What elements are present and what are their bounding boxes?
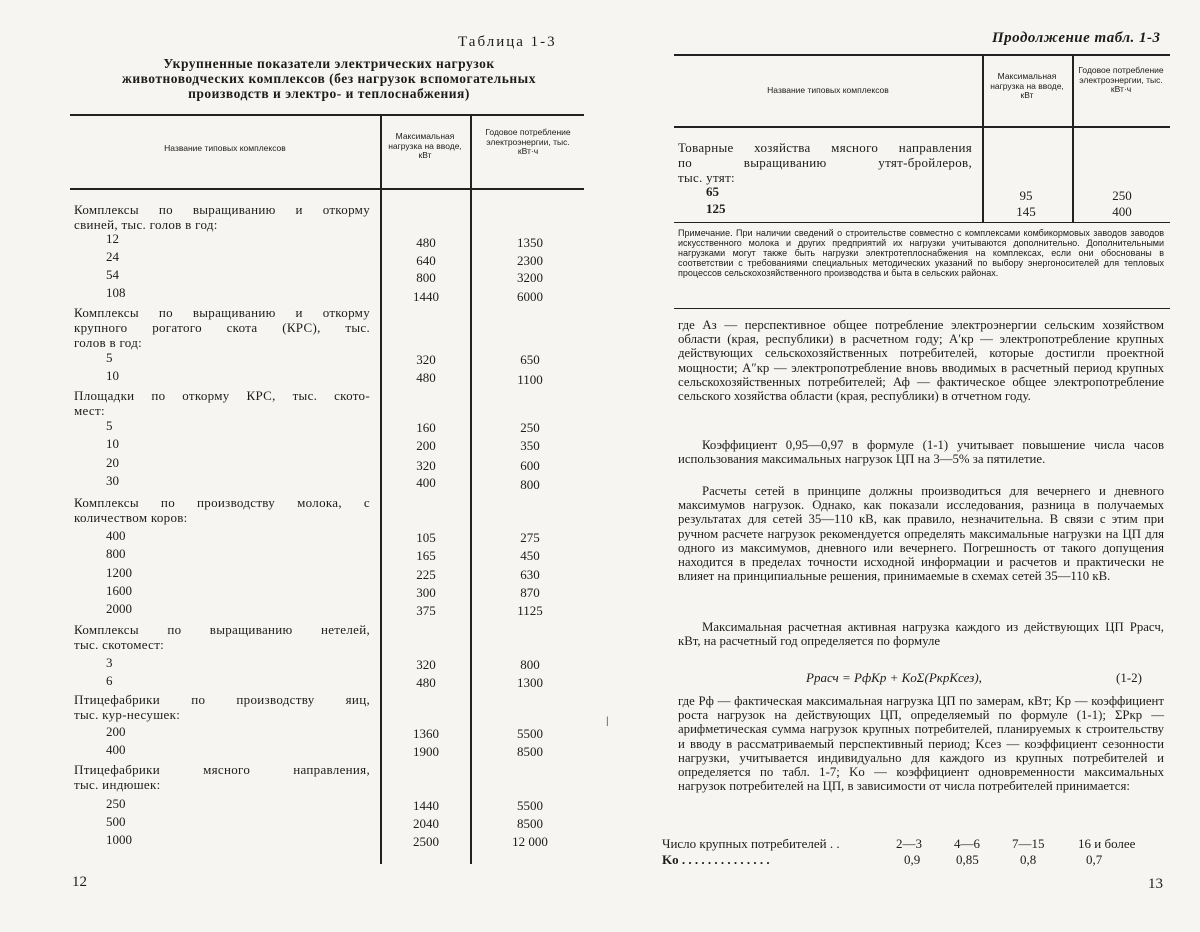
ko-count: 4—6	[954, 836, 980, 851]
row-max-load: 320	[416, 458, 436, 473]
row-annual: 600	[520, 458, 540, 473]
group-title: Птицефабрики мясного направления,	[74, 762, 370, 777]
row-name: 1200	[106, 565, 132, 580]
row-max-load: 400	[416, 475, 436, 490]
header-annual: Годовое потребление электроэнергии, тыс. кВт·ч	[485, 127, 571, 156]
header-name: Название типовых комплексов	[767, 85, 889, 95]
row-max-load: 640	[416, 253, 436, 268]
header-max-load: Максимальная нагрузка на вводе, кВт	[388, 131, 462, 160]
row-max-load: 2500	[413, 834, 439, 849]
row-max-load: 225	[416, 567, 436, 582]
row-annual: 800	[520, 477, 540, 492]
table-col-rule-1	[982, 54, 984, 222]
table-header-rule	[674, 126, 1170, 128]
row-name: 1000	[106, 832, 132, 847]
group-title: Комплексы по выращиванию и откорму	[74, 305, 370, 320]
row-name: 65	[706, 184, 719, 199]
row-annual: 1125	[517, 603, 543, 618]
group-title: мест:	[74, 403, 105, 418]
header-name: Название типовых комплексов	[164, 143, 286, 153]
row-max-load: 105	[416, 530, 436, 545]
row-annual: 6000	[517, 289, 543, 304]
row-max-load: 1360	[413, 726, 439, 741]
row-annual: 1100	[517, 372, 543, 387]
group-title: тыс. кур-несушек:	[74, 707, 181, 722]
row-annual: 5500	[517, 798, 543, 813]
group-title: Птицефабрики по производству яиц,	[74, 692, 370, 707]
row-name: 20	[106, 455, 119, 470]
row-annual: 275	[520, 530, 540, 545]
row-max-load: 1900	[413, 744, 439, 759]
group-title: по выращиванию утят-бройлеров,	[678, 155, 972, 170]
row-annual: 250	[1112, 188, 1132, 203]
header-max-load: Максимальная нагрузка на вводе, кВт	[990, 71, 1064, 100]
row-annual: 400	[1112, 204, 1132, 219]
right-page	[600, 0, 1200, 932]
formula-number: (1-2)	[1116, 670, 1142, 685]
table-top-rule	[70, 114, 584, 116]
row-name: 12	[106, 231, 119, 246]
row-name: 30	[106, 473, 119, 488]
row-annual: 8500	[517, 816, 543, 831]
row-annual: 1350	[517, 235, 543, 250]
row-annual: 650	[520, 352, 540, 367]
ko-value: 0,85	[956, 852, 979, 867]
table-col-rule-1	[380, 114, 382, 864]
row-name: 3	[106, 655, 113, 670]
row-max-load: 800	[416, 270, 436, 285]
row-max-load: 320	[416, 352, 436, 367]
row-name: 10	[106, 436, 119, 451]
row-annual: 250	[520, 420, 540, 435]
group-title: свиней, тыс. голов в год:	[74, 217, 218, 232]
page-number: 13	[1148, 876, 1163, 892]
ko-label: Kо . . . . . . . . . . . . . .	[662, 852, 770, 867]
ko-value: 0,7	[1086, 852, 1103, 867]
row-max-load: 95	[1019, 188, 1033, 203]
group-title: Комплексы по производству молока, с	[74, 495, 370, 510]
row-max-load: 480	[416, 675, 436, 690]
table-col-rule-2	[1072, 54, 1074, 222]
row-name: 5	[106, 350, 113, 365]
row-max-load: 2040	[413, 816, 439, 831]
group-title: количеством коров:	[74, 510, 188, 525]
continuation-label: Продолжение табл. 1-3	[992, 30, 1161, 46]
row-annual: 800	[520, 657, 540, 672]
row-name: 400	[106, 742, 126, 757]
row-name: 200	[106, 724, 126, 739]
row-max-load: 1440	[413, 798, 439, 813]
row-annual: 1300	[517, 675, 543, 690]
row-max-load: 320	[416, 657, 436, 672]
row-name: 1600	[106, 583, 132, 598]
row-name: 2000	[106, 601, 132, 616]
table-label: Таблица 1-3	[458, 34, 557, 50]
ko-count: 2—3	[896, 836, 922, 851]
row-annual: 2300	[517, 253, 543, 268]
row-annual: 3200	[517, 270, 543, 285]
row-name: 24	[106, 249, 119, 264]
row-max-load: 200	[416, 438, 436, 453]
row-max-load: 480	[416, 235, 436, 250]
group-title: тыс. скотомест:	[74, 637, 165, 652]
spine-mark: |	[606, 716, 609, 727]
title-line: производств и электро- и теплоснабжения)	[188, 86, 470, 101]
row-max-load: 160	[416, 420, 436, 435]
row-annual: 5500	[517, 726, 543, 741]
row-annual: 8500	[517, 744, 543, 759]
group-title: тыс. утят:	[678, 170, 735, 185]
header-annual: Годовое потребление электроэнергии, тыс. кВт·ч	[1078, 65, 1164, 94]
row-name: 800	[106, 546, 126, 561]
paragraph: Максимальная расчетная активная нагрузка каждого из действующих ЦП Pрасч, кВт, на расчетный год определяется по формуле	[678, 620, 1164, 649]
row-annual: 12 000	[512, 834, 548, 849]
table-col-rule-2	[470, 114, 472, 864]
group-title: Комплексы по выращиванию нетелей,	[74, 622, 370, 637]
row-max-load: 145	[1016, 204, 1036, 219]
formula: Pрасч = PфKр + KоΣ(PкрKсез),	[806, 670, 982, 685]
group-title: крупного рогатого скота (КРС), тыс.	[74, 320, 370, 335]
row-annual: 630	[520, 567, 540, 582]
row-name: 500	[106, 814, 126, 829]
ko-value: 0,8	[1020, 852, 1037, 867]
row-name: 10	[106, 368, 119, 383]
table-note: Примечание. При наличии сведений о строительстве совместно с комплексами комбикормовых заводов заводов искусственного молока и других предприятий их нагрузки учитываются дополнительно. Дополнительными нагрузками могут также быть нагрузки электротеплоснабжения на комплексах, если они обоснованы в соответствии с требованиями специальных методических указаний по выбору энергоносителей для тепловых процессов сельскохозяйственного производства и быта в сельских районах.	[678, 228, 1164, 278]
row-name: 125	[706, 201, 726, 216]
row-max-load: 300	[416, 585, 436, 600]
ko-label: Число крупных потребителей . .	[662, 836, 840, 851]
page-number: 12	[72, 874, 87, 890]
paragraph: где Pф — фактическая максимальная нагрузка ЦП по замерам, кВт; Kр — коэффициент роста нагрузок на действующих ЦП, определяемый по формуле (1-1); ΣPкр — арифметическая сумма нагрузок крупных потребителей, планируемых к строительству и вводу в рассматриваемый перспективный период; Kсез — коэффициент сезонности нагрузки, учитывается индивидуально для каждого из крупных потребителей и определяется по табл. 1-7; Kо — коэффициент одновременности максимальных нагрузок потребителей на ЦП, в зависимости от числа потребителей принимается:	[678, 694, 1164, 794]
paragraph: Коэффициент 0,95—0,97 в формуле (1-1) учитывает повышение числа часов использования максимальных нагрузок ЦП на 3—5% за пятилетие.	[678, 438, 1164, 467]
row-name: 6	[106, 673, 113, 688]
row-annual: 450	[520, 548, 540, 563]
paragraph: где Аз — перспективное общее потребление электроэнергии сельским хозяйством области (края, республики) в расчетном году; А′кр — электропотребление крупных действующих сельскохозяйственных потребителей, которые достигли проектной мощности; А″кр — электропотребление вновь вводимых в расчетный период крупных сельскохозяйственных потребителей; Аф — фактическое общее электропотребление сельского хозяйства области (края, республики) в отчетном году.	[678, 318, 1164, 404]
table-title	[70, 56, 588, 101]
title-line: Укрупненные показатели электрических нагрузок	[163, 56, 495, 71]
row-annual: 350	[520, 438, 540, 453]
paragraph: Расчеты сетей в принципе должны производиться для вечернего и дневного максимумов нагрузок. Однако, как показали исследования, разница в получаемых результатах для сетей 35—110 кВ, как правило, незначительна. В связи с этим при ручном расчете нагрузок рекомендуется определять максимальные нагрузки на ЦП для одного из максимумов, дневного или вечернего. Погрешность от такого допущения находится в пределах точности исходной информации и расчетов и практически не влияет на принципиальные решения, принимаемые в схемах сетей 35—110 кВ.	[678, 484, 1164, 584]
ko-count: 16 и более	[1078, 836, 1136, 851]
table-header-rule	[70, 188, 584, 190]
group-title: Комплексы по выращиванию и откорму	[74, 202, 370, 217]
group-title: тыс. индюшек:	[74, 777, 161, 792]
row-name: 108	[106, 285, 126, 300]
note-rule	[674, 308, 1170, 309]
row-name: 250	[106, 796, 126, 811]
row-max-load: 1440	[413, 289, 439, 304]
ko-count: 7—15	[1012, 836, 1045, 851]
group-title: голов в год:	[74, 335, 143, 350]
ko-value: 0,9	[904, 852, 921, 867]
row-annual: 870	[520, 585, 540, 600]
title-line: животноводческих комплексов (без нагрузок вспомогательных	[122, 71, 536, 86]
row-max-load: 375	[416, 603, 436, 618]
table-top-rule	[674, 54, 1170, 56]
row-name: 5	[106, 418, 113, 433]
row-name: 400	[106, 528, 126, 543]
row-max-load: 165	[416, 548, 436, 563]
row-max-load: 480	[416, 370, 436, 385]
group-title: Товарные хозяйства мясного направления	[678, 140, 972, 155]
table-bottom-rule	[674, 222, 1170, 223]
row-name: 54	[106, 267, 119, 282]
group-title: Площадки по откорму КРС, тыс. ското-	[74, 388, 370, 403]
